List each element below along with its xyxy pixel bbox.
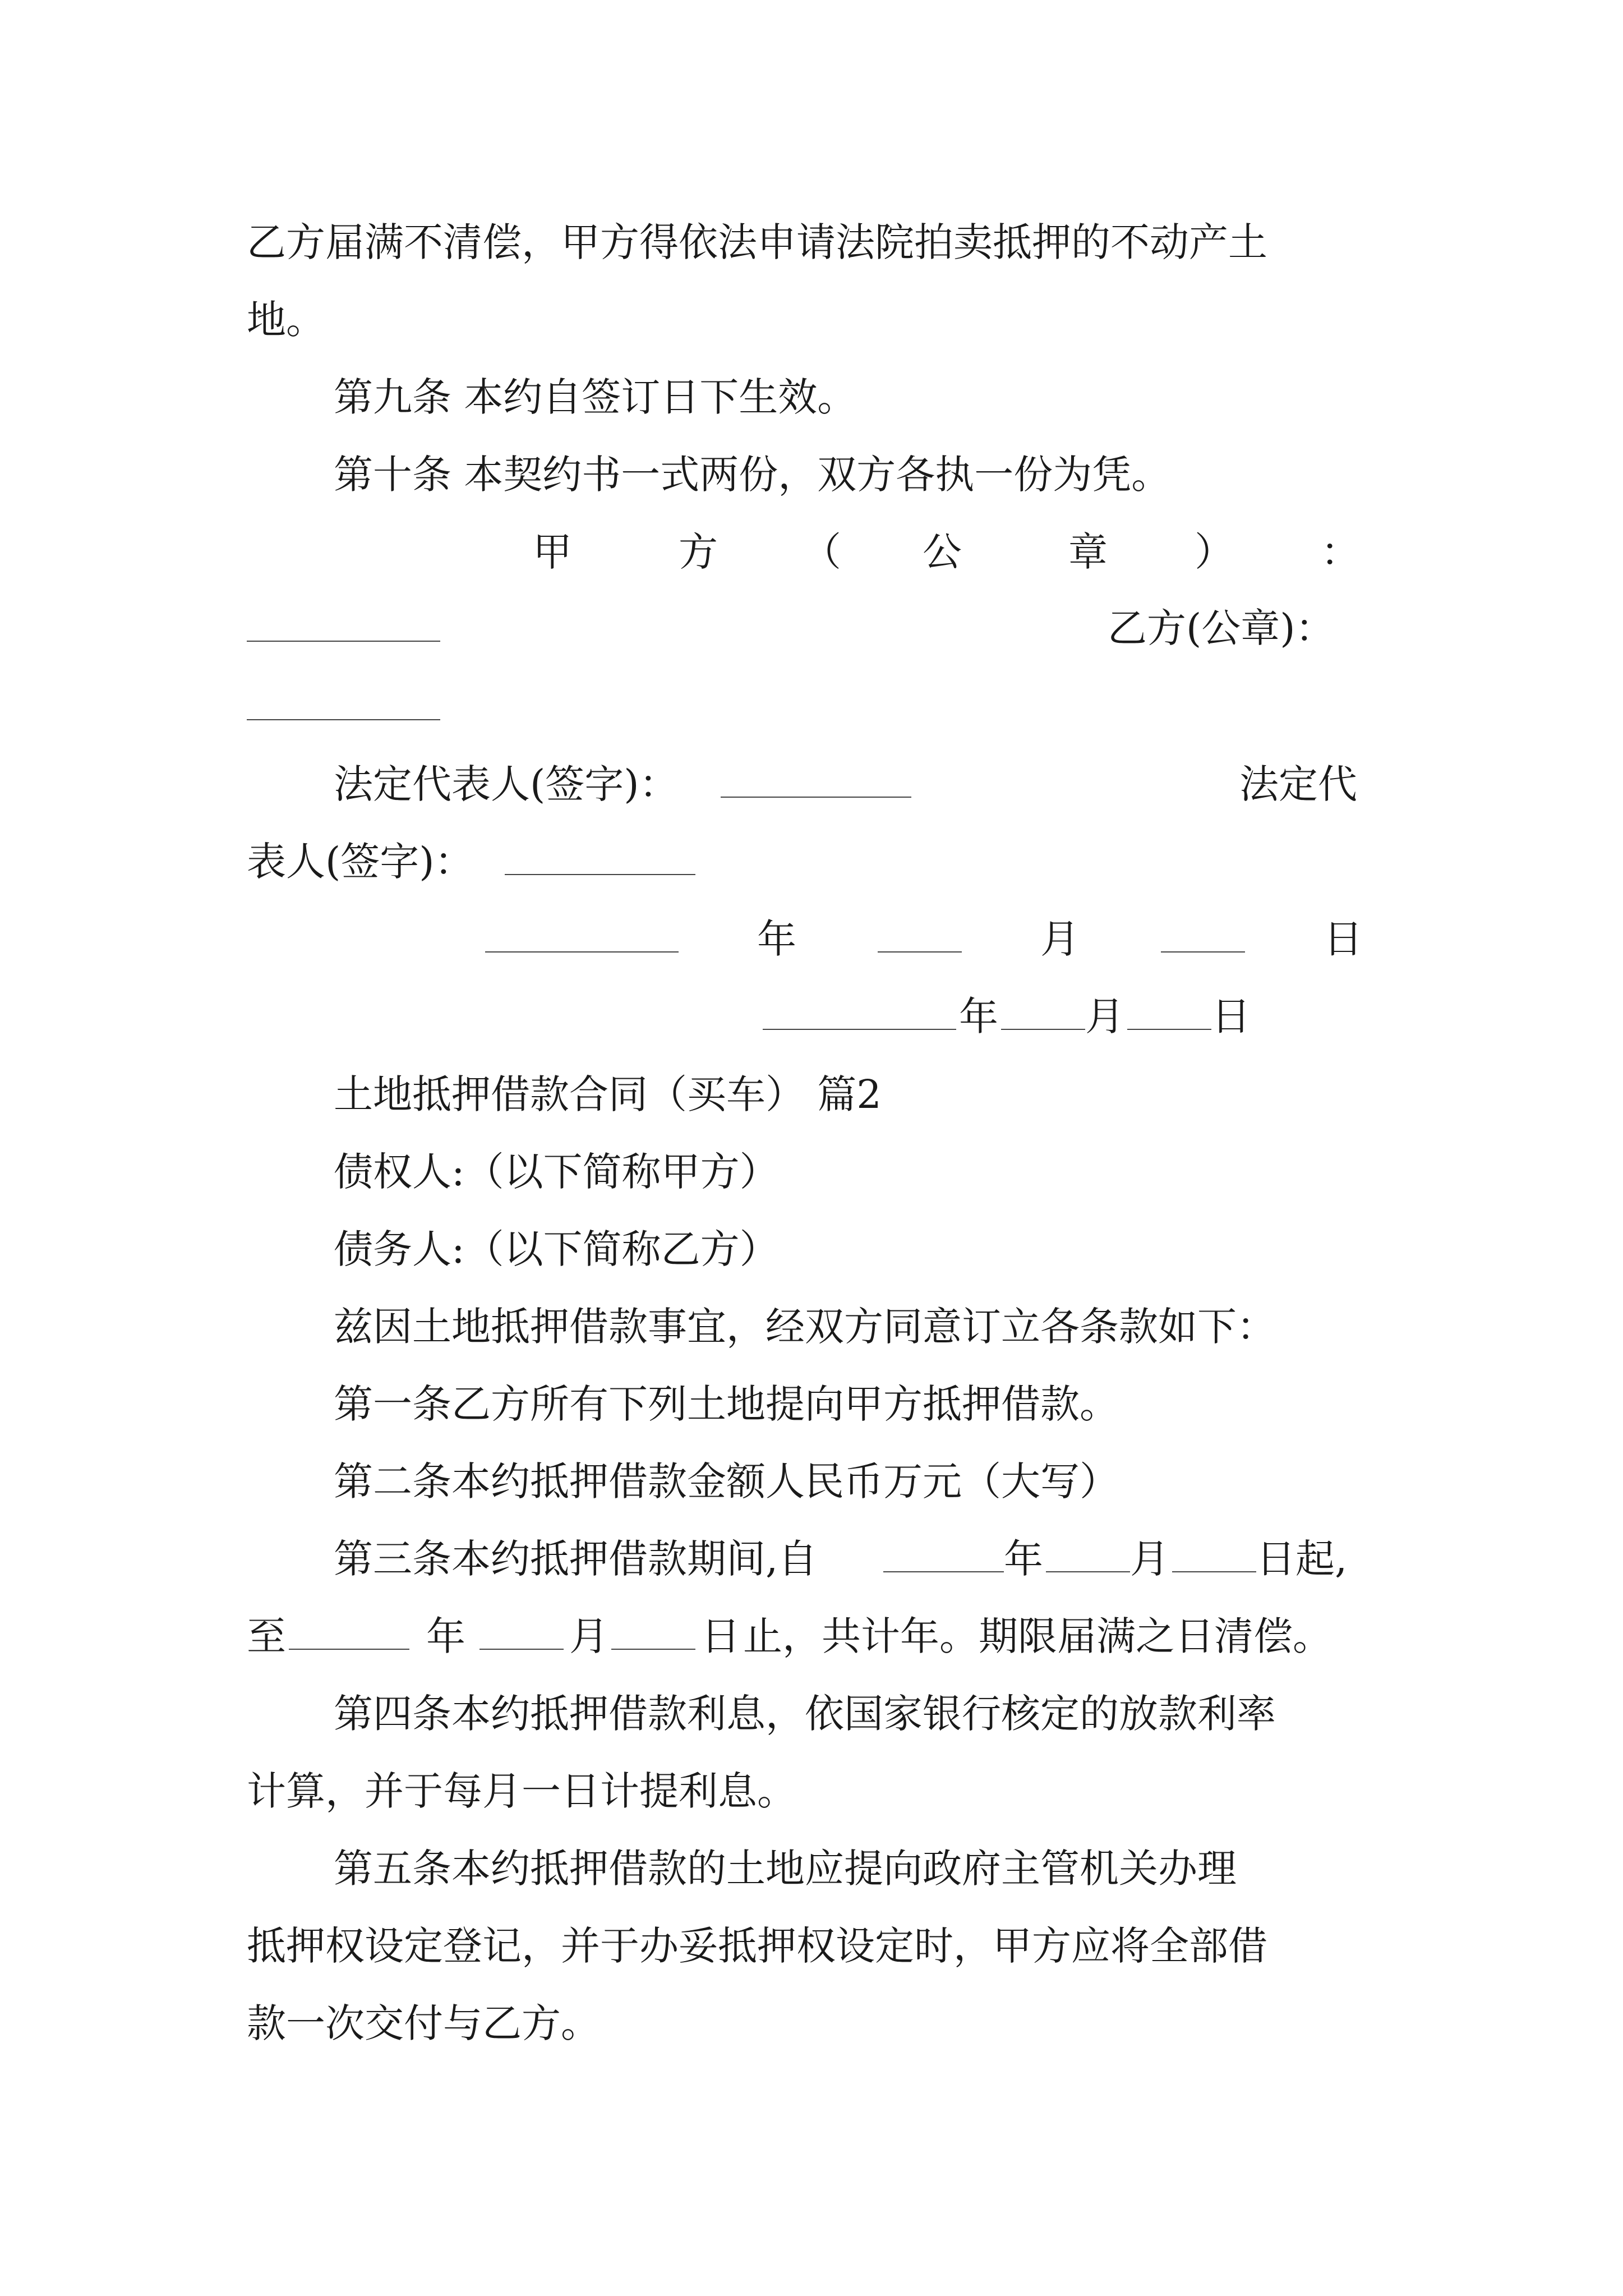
- date-blank: [878, 908, 962, 970]
- day-label: 日: [1211, 993, 1251, 1039]
- text: 抵押权设定登记，并于办妥抵押权设定时，甲方应将全部借: [247, 1923, 1267, 1969]
- party-a-char: 方: [679, 529, 718, 575]
- text: 兹因土地抵押借款事宜，经双方同意订立各条款如下：: [334, 1304, 1276, 1350]
- article-2: [0, 1451, 1623, 1512]
- underline-blank: [247, 606, 440, 642]
- party-a-char: 公: [923, 529, 962, 575]
- year-label: 年: [959, 993, 998, 1039]
- legal-rep-b-label: 表人(签字)：: [247, 839, 474, 885]
- month-label: 月: [1085, 993, 1124, 1039]
- text: 地。: [247, 297, 325, 343]
- text: 债权人:（以下简称甲方）: [334, 1149, 779, 1195]
- legal-rep-b-label: 法定代: [1239, 761, 1357, 807]
- article-5-cont: [0, 1993, 1623, 2054]
- article-1: [0, 1373, 1623, 1435]
- date-blank: [479, 1605, 564, 1667]
- article-10: [0, 444, 1623, 505]
- party-b-seal-line: [0, 597, 1623, 659]
- date-blank: [485, 908, 679, 970]
- date-line: [0, 908, 1623, 970]
- text: 起,: [1295, 1536, 1348, 1582]
- party-a-char: 甲: [533, 529, 572, 575]
- text: 第二条本约抵押借款金额人民币万元（大写）: [334, 1458, 1119, 1504]
- underline-blank: [1172, 1536, 1256, 1572]
- underline-blank: [611, 1614, 695, 1650]
- text: 乙方届满不清偿，甲方得依法申请法院拍卖抵押的不动产土: [247, 219, 1267, 265]
- intro-line: [0, 1296, 1623, 1358]
- underline-blank: [883, 1536, 1004, 1572]
- article-4-cont: [0, 1760, 1623, 1822]
- article-5: [0, 1838, 1623, 1899]
- underline-blank: [878, 917, 962, 953]
- article-4: [0, 1683, 1623, 1745]
- text: 至: [247, 1613, 286, 1659]
- underline-blank: [721, 762, 911, 798]
- party-a-char: 章: [1068, 529, 1108, 575]
- date-blank: [883, 1528, 1004, 1590]
- party-b-label: 乙方(公章)：: [1108, 605, 1335, 651]
- underline-blank: [1001, 994, 1085, 1030]
- signature-blank: [721, 753, 911, 815]
- text: 第三条本约抵押借款期间,自: [334, 1536, 818, 1582]
- article-5-cont: [0, 1915, 1623, 1977]
- text: 计算，并于每月一日计提利息。: [247, 1768, 796, 1814]
- day-label: 日: [1256, 1536, 1295, 1582]
- year-label: 年: [757, 916, 796, 962]
- signature-blank: [247, 597, 440, 659]
- signature-blank-line: [0, 676, 1623, 738]
- year-label: 年: [426, 1613, 465, 1659]
- text: 款一次交付与乙方。: [247, 2000, 600, 2046]
- creditor-line: [0, 1141, 1623, 1203]
- date-blank: [1046, 1528, 1130, 1590]
- party-a-seal-line: [0, 521, 1623, 583]
- date-blank: [1127, 986, 1211, 1047]
- date-blank: [1172, 1528, 1256, 1590]
- day-label: 日: [1324, 916, 1363, 962]
- text: 第五条本约抵押借款的土地应提向政府主管机关办理: [334, 1846, 1237, 1892]
- text: 第十条 本契约书一式两份，双方各执一份为凭。: [334, 452, 1171, 498]
- date-blank: [763, 986, 956, 1047]
- text: 第四条本约抵押借款利息，依国家银行核定的放款利率: [334, 1691, 1276, 1737]
- date-blank: [1001, 986, 1085, 1047]
- section-title: [0, 1064, 1623, 1125]
- paragraph-line: [0, 211, 1623, 273]
- year-label: 年: [1004, 1536, 1043, 1582]
- article-3-cont: [0, 1605, 1623, 1667]
- date-line: [0, 986, 1623, 1047]
- month-label: 月: [1040, 916, 1080, 962]
- party-a-char: （: [802, 529, 841, 575]
- month-label: 月: [1130, 1536, 1169, 1582]
- underline-blank: [289, 1614, 409, 1650]
- signature-blank: [247, 676, 440, 738]
- underline-blank: [485, 917, 679, 953]
- text: 止，共计年。期限届满之日清偿。: [743, 1613, 1332, 1659]
- text: 债务人:（以下简称乙方）: [334, 1226, 779, 1272]
- month-label: 月: [569, 1613, 608, 1659]
- text: 第一条乙方所有下列土地提向甲方抵押借款。: [334, 1381, 1119, 1427]
- date-blank: [1161, 908, 1245, 970]
- underline-blank: [247, 684, 440, 720]
- date-blank: [611, 1605, 695, 1667]
- underline-blank: [479, 1614, 564, 1650]
- text: 第九条 本约自签订日下生效。: [334, 374, 857, 420]
- underline-blank: [1046, 1536, 1130, 1572]
- legal-rep-line: [0, 753, 1623, 815]
- legal-rep-a-label: 法定代表人(签字)：: [334, 761, 679, 807]
- underline-blank: [1127, 994, 1211, 1030]
- article-9: [0, 366, 1623, 428]
- date-blank: [289, 1605, 409, 1667]
- day-label: 日: [701, 1613, 740, 1659]
- party-a-char: ：: [1321, 529, 1360, 575]
- underline-blank: [505, 839, 695, 875]
- text: 土地抵押借款合同（买车） 篇2: [334, 1071, 882, 1117]
- paragraph-line: [0, 289, 1623, 351]
- underline-blank: [1161, 917, 1245, 953]
- underline-blank: [763, 994, 956, 1030]
- article-3: [0, 1528, 1623, 1590]
- debtor-line: [0, 1218, 1623, 1280]
- party-a-char: ）: [1195, 529, 1234, 575]
- signature-blank: [505, 831, 695, 892]
- legal-rep-line: [0, 831, 1623, 892]
